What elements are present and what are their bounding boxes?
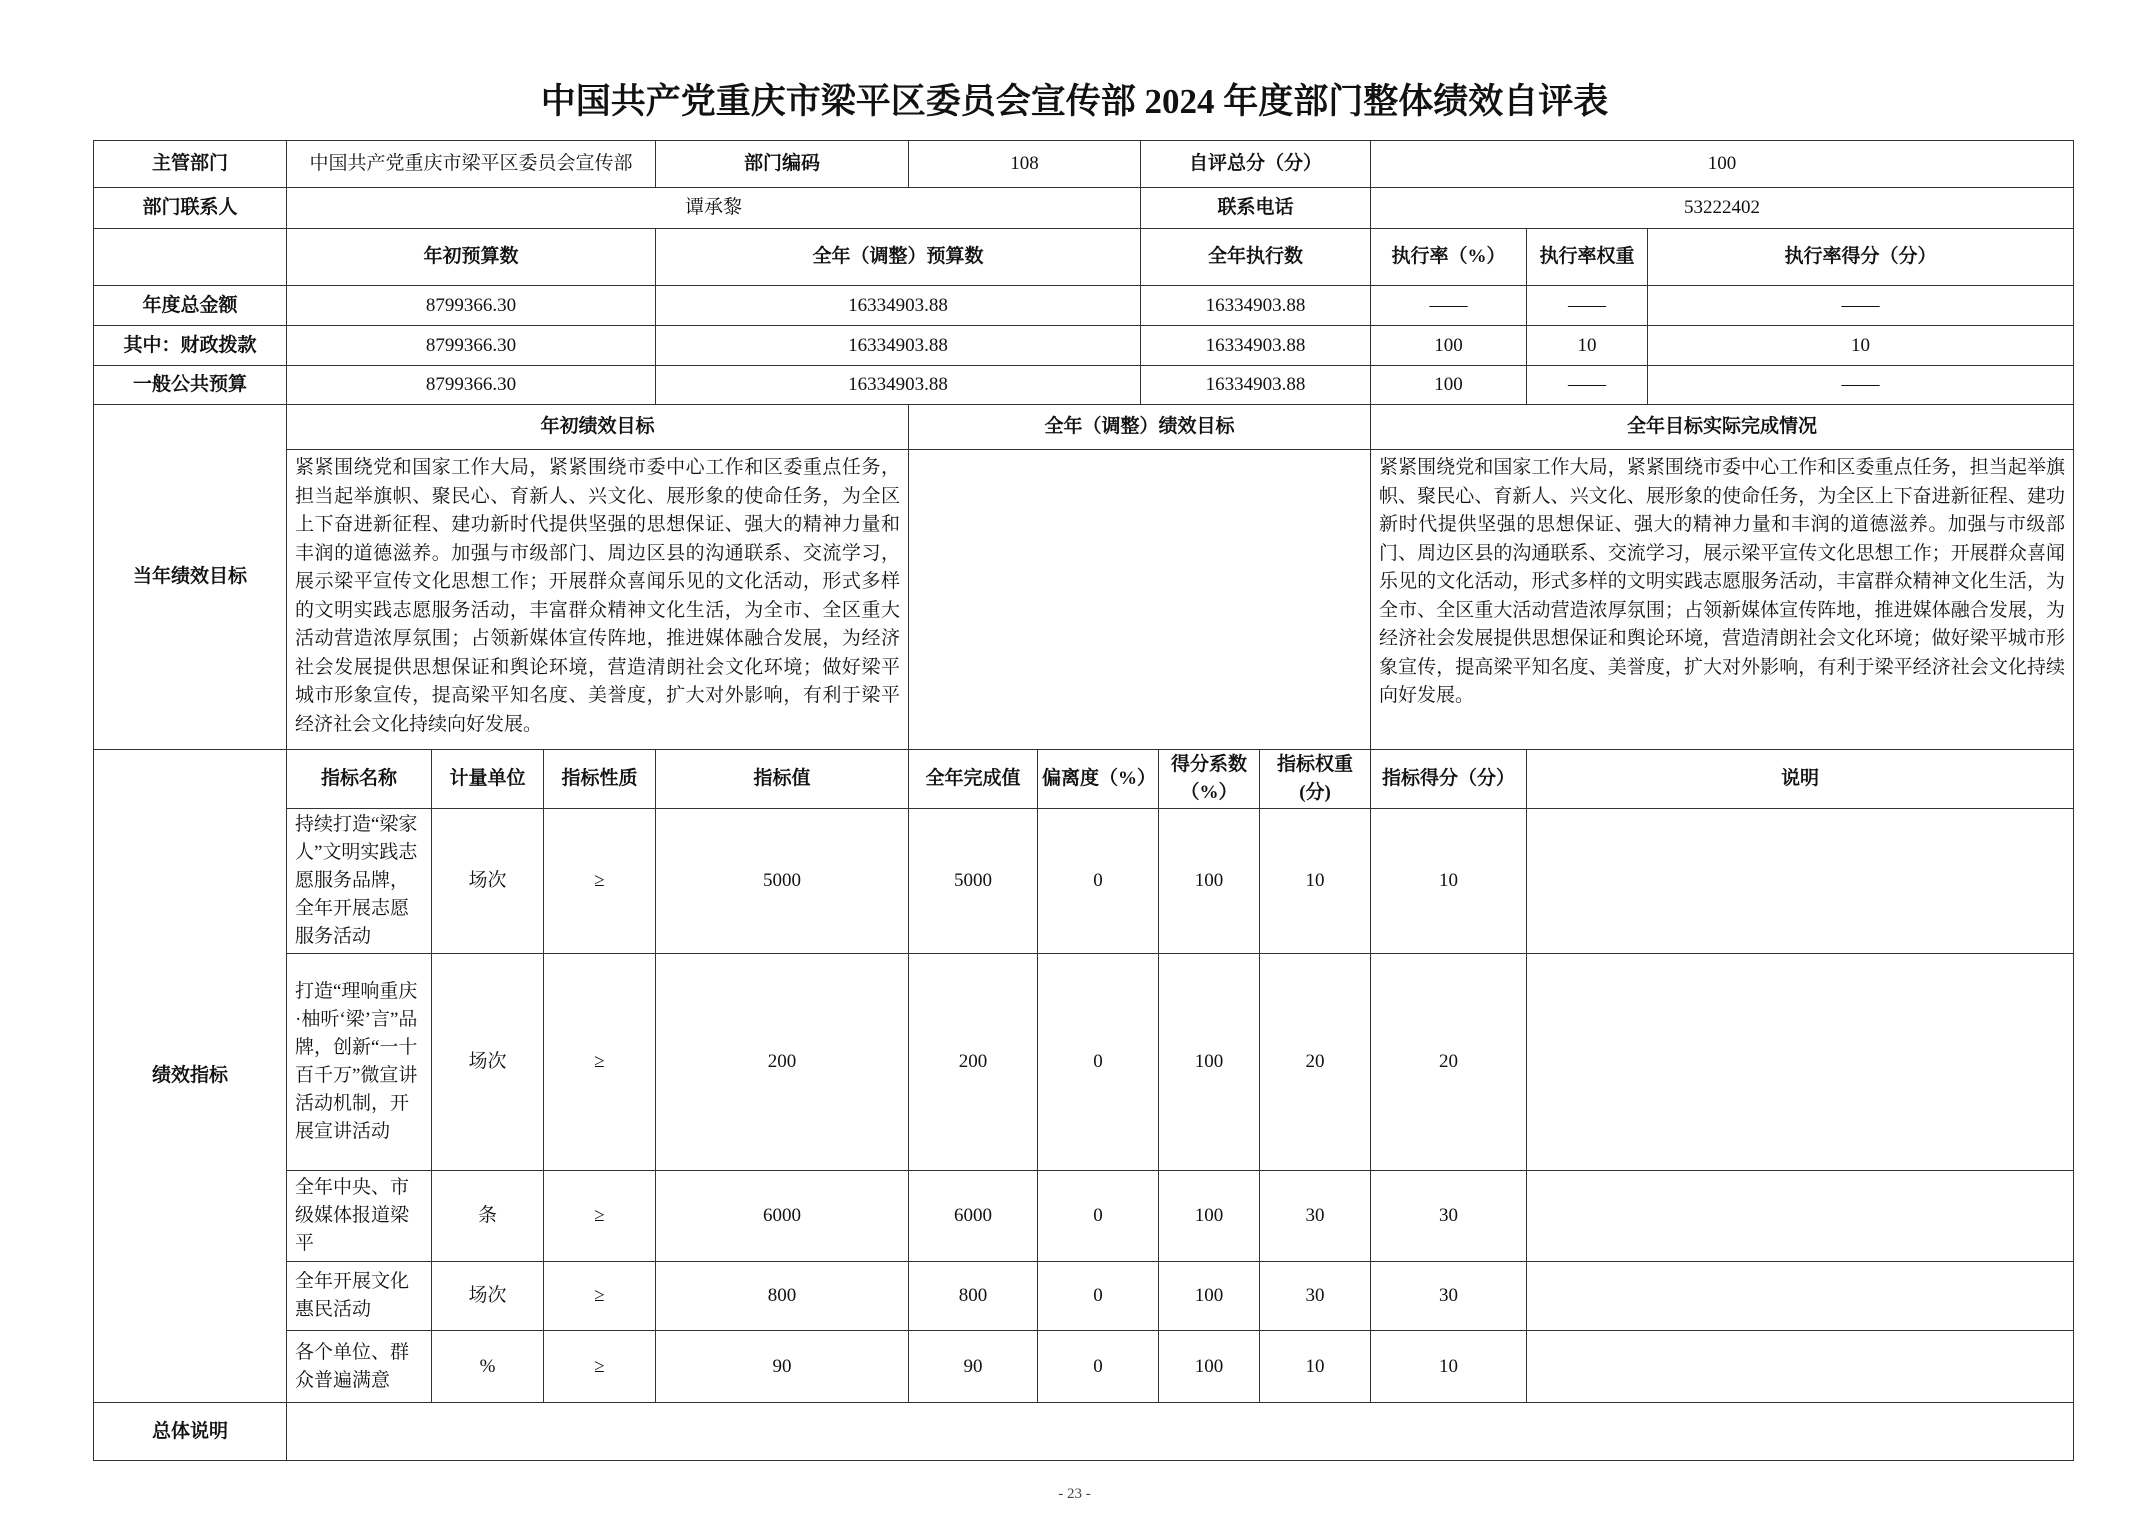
indicator-weight: 10: [1260, 809, 1371, 954]
indicator-unit: %: [432, 1331, 544, 1403]
indicator-nature: ≥: [544, 954, 656, 1171]
summary-label: 总体说明: [94, 1403, 287, 1461]
budget-cell: 10: [1527, 326, 1648, 366]
indicator-actual: 800: [909, 1262, 1038, 1331]
indicator-target: 800: [656, 1262, 909, 1331]
indicator-weight: 20: [1260, 954, 1371, 1171]
summary-row: [94, 1403, 2074, 1461]
indicator-deviation: 0: [1038, 1331, 1159, 1403]
info-row-dept: [94, 141, 2074, 188]
budget-header: 执行率（%）: [1371, 229, 1527, 286]
score-value: 100: [1371, 141, 2074, 188]
budget-cell: ——: [1527, 366, 1648, 405]
indicator-coef: 100: [1159, 1331, 1260, 1403]
performance-table: [93, 140, 2074, 1461]
indicator-deviation: 0: [1038, 954, 1159, 1171]
indicator-unit: 场次: [432, 954, 544, 1171]
budget-cell: ——: [1648, 286, 2074, 326]
goals-content-row: [94, 450, 2074, 750]
indicator-score: 30: [1371, 1171, 1527, 1262]
budget-row: [94, 366, 2074, 405]
page-title: 中国共产党重庆市梁平区委员会宣传部 2024 年度部门整体绩效自评表: [540, 82, 1609, 121]
budget-cell: 16334903.88: [656, 366, 1141, 405]
indicator-target: 90: [656, 1331, 909, 1403]
page-number: - 23 -: [1058, 1486, 1091, 1502]
indicator-name: 持续打造“梁家人”文明实践志愿服务品牌，全年开展志愿服务活动: [287, 809, 432, 954]
indicator-actual: 200: [909, 954, 1038, 1171]
indicator-row: [94, 954, 2074, 1171]
dept-value: 中国共产党重庆市梁平区委员会宣传部: [287, 141, 656, 188]
budget-header: 年初预算数: [287, 229, 656, 286]
indicator-name: 打造“理响重庆·柚听‘梁’言”品牌，创新“一十百千万”微宣讲活动机制，开展宣讲活动: [287, 954, 432, 1171]
indicator-unit: 场次: [432, 809, 544, 954]
budget-cell: 16334903.88: [1141, 366, 1371, 405]
phone-value: 53222402: [1371, 188, 2074, 229]
budget-header-blank: [94, 229, 287, 286]
indicator-unit: 条: [432, 1171, 544, 1262]
indicator-actual: 5000: [909, 809, 1038, 954]
indicator-note: [1527, 809, 2074, 954]
budget-row-label: 年度总金额: [94, 286, 287, 326]
budget-cell: 8799366.30: [287, 366, 656, 405]
indicator-name: 全年中央、市级媒体报道梁平: [287, 1171, 432, 1262]
budget-cell: 16334903.88: [656, 326, 1141, 366]
goals-header: 全年（调整）绩效目标: [909, 405, 1371, 450]
indicator-row: [94, 1171, 2074, 1262]
budget-header: 执行率得分（分）: [1648, 229, 2074, 286]
indicator-header: 偏离度（%）: [1038, 750, 1159, 809]
contact-value: 谭承黎: [287, 188, 1141, 229]
indicator-header: 指标值: [656, 750, 909, 809]
dept-label: 主管部门: [94, 141, 287, 188]
indicator-weight: 30: [1260, 1171, 1371, 1262]
budget-cell: 100: [1371, 326, 1527, 366]
budget-row-label: 其中：财政拨款: [94, 326, 287, 366]
indicator-target: 200: [656, 954, 909, 1171]
indicator-deviation: 0: [1038, 809, 1159, 954]
budget-cell: 16334903.88: [656, 286, 1141, 326]
indicator-note: [1527, 1262, 2074, 1331]
budget-cell: 8799366.30: [287, 326, 656, 366]
budget-cell: 8799366.30: [287, 286, 656, 326]
indicators-label: 绩效指标: [94, 750, 287, 1403]
phone-label: 联系电话: [1141, 188, 1371, 229]
indicator-header: 指标名称: [287, 750, 432, 809]
goals-header-row: [94, 405, 2074, 450]
info-row-contact: [94, 188, 2074, 229]
indicator-note: [1527, 1331, 2074, 1403]
indicator-coef: 100: [1159, 809, 1260, 954]
budget-header-row: [94, 229, 2074, 286]
indicator-actual: 90: [909, 1331, 1038, 1403]
goals-header: 年初绩效目标: [287, 405, 909, 450]
budget-row: [94, 326, 2074, 366]
indicator-nature: ≥: [544, 1171, 656, 1262]
indicator-score: 20: [1371, 954, 1527, 1171]
budget-header: 全年（调整）预算数: [656, 229, 1141, 286]
adjusted-goal-text: [909, 450, 1371, 750]
score-label: 自评总分（分）: [1141, 141, 1371, 188]
code-label: 部门编码: [656, 141, 909, 188]
indicator-target: 6000: [656, 1171, 909, 1262]
indicator-header: 指标权重(分): [1260, 750, 1371, 809]
budget-row-label: 一般公共预算: [94, 366, 287, 405]
indicator-header: 得分系数（%）: [1159, 750, 1260, 809]
indicator-score: 10: [1371, 1331, 1527, 1403]
indicator-name: 各个单位、群众普遍满意: [287, 1331, 432, 1403]
indicator-header: 指标得分（分）: [1371, 750, 1527, 809]
budget-cell: 10: [1648, 326, 2074, 366]
budget-header: 执行率权重: [1527, 229, 1648, 286]
indicator-note: [1527, 954, 2074, 1171]
indicator-unit: 场次: [432, 1262, 544, 1331]
goals-header: 全年目标实际完成情况: [1371, 405, 2074, 450]
indicator-header: 全年完成值: [909, 750, 1038, 809]
indicator-nature: ≥: [544, 809, 656, 954]
budget-cell: ——: [1371, 286, 1527, 326]
actual-completion-text: 紧紧围绕党和国家工作大局，紧紧围绕市委中心工作和区委重点任务，担当起举旗帜、聚民心、育新人、兴文化、展形象的使命任务，为全区上下奋进新征程、建功新时代提供坚强的思想保证、强大的精神力量和丰润的道德滋养。加强与市级部门、周边区县的沟通联系、交流学习，展示梁平宣传文化思想工作；开展群众喜闻乐见的文化活动，形式多样的文明实践志愿服务活动，丰富群众精神文化生活，为全市、全区重大活动营造浓厚氛围；占领新媒体宣传阵地，推进媒体融合发展，为经济社会发展提供思想保证和舆论环境，营造清朗社会文化环境；做好梁平城市形象宣传，提高梁平知名度、美誉度，扩大对外影响，有利于梁平经济社会文化持续向好发展。: [1371, 450, 2074, 750]
indicator-score: 30: [1371, 1262, 1527, 1331]
indicator-weight: 10: [1260, 1331, 1371, 1403]
budget-cell: ——: [1648, 366, 2074, 405]
indicator-header: 指标性质: [544, 750, 656, 809]
indicator-header-row: [94, 750, 2074, 809]
budget-cell: 16334903.88: [1141, 326, 1371, 366]
indicator-weight: 30: [1260, 1262, 1371, 1331]
contact-label: 部门联系人: [94, 188, 287, 229]
code-value: 108: [909, 141, 1141, 188]
indicator-row: [94, 809, 2074, 954]
indicator-deviation: 0: [1038, 1262, 1159, 1331]
budget-header: 全年执行数: [1141, 229, 1371, 286]
indicator-target: 5000: [656, 809, 909, 954]
indicator-header: 计量单位: [432, 750, 544, 809]
budget-cell: 16334903.88: [1141, 286, 1371, 326]
indicator-coef: 100: [1159, 1262, 1260, 1331]
indicator-deviation: 0: [1038, 1171, 1159, 1262]
indicator-coef: 100: [1159, 954, 1260, 1171]
indicator-name: 全年开展文化惠民活动: [287, 1262, 432, 1331]
indicator-score: 10: [1371, 809, 1527, 954]
budget-row: [94, 286, 2074, 326]
indicator-actual: 6000: [909, 1171, 1038, 1262]
indicator-row: [94, 1331, 2074, 1403]
budget-cell: 100: [1371, 366, 1527, 405]
indicator-row: [94, 1262, 2074, 1331]
indicator-note: [1527, 1171, 2074, 1262]
indicator-header: 说明: [1527, 750, 2074, 809]
indicator-nature: ≥: [544, 1331, 656, 1403]
budget-cell: ——: [1527, 286, 1648, 326]
summary-value: [287, 1403, 2074, 1461]
initial-goal-text: 紧紧围绕党和国家工作大局，紧紧围绕市委中心工作和区委重点任务，担当起举旗帜、聚民心、育新人、兴文化、展形象的使命任务，为全区上下奋进新征程、建功新时代提供坚强的思想保证、强大的精神力量和丰润的道德滋养。加强与市级部门、周边区县的沟通联系、交流学习，展示梁平宣传文化思想工作；开展群众喜闻乐见的文化活动，形式多样的文明实践志愿服务活动，丰富群众精神文化生活，为全市、全区重大活动营造浓厚氛围；占领新媒体宣传阵地，推进媒体融合发展，为经济社会发展提供思想保证和舆论环境，营造清朗社会文化环境；做好梁平城市形象宣传，提高梁平知名度、美誉度，扩大对外影响，有利于梁平经济社会文化持续向好发展。: [287, 450, 909, 750]
indicator-coef: 100: [1159, 1171, 1260, 1262]
goals-label: 当年绩效目标: [94, 405, 287, 750]
indicator-nature: ≥: [544, 1262, 656, 1331]
